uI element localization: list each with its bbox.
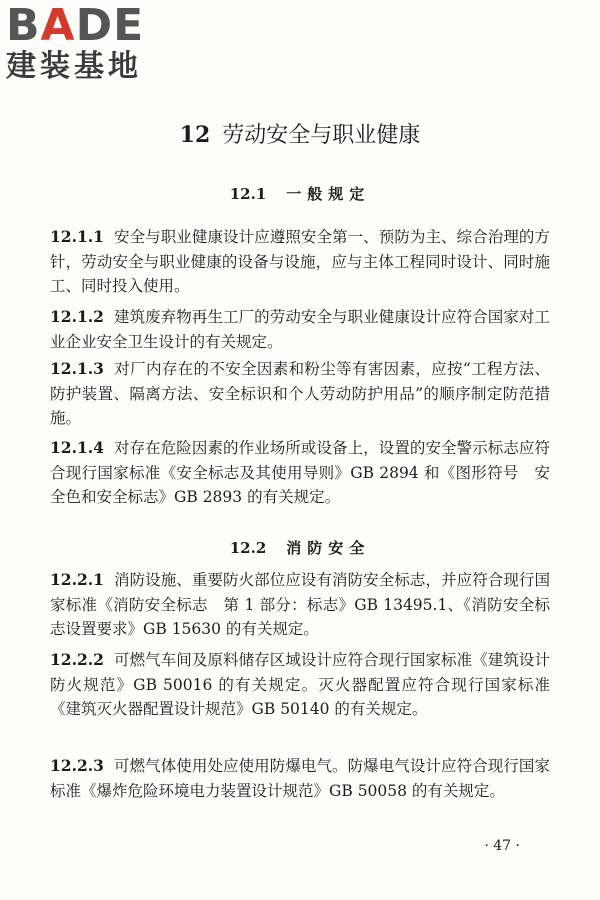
page-number: · 47 ·: [484, 838, 520, 854]
clause-number: 12.2.3: [50, 756, 104, 775]
chapter-number: 12: [179, 122, 211, 148]
clause-paragraph: [50, 436, 550, 510]
section-title: 一般规定: [286, 185, 371, 203]
clause-number: 12.1.4: [50, 438, 104, 457]
clause-paragraph: [50, 357, 550, 431]
clause-text: 可燃气体使用处应使用防爆电气。防爆电气设计应符合现行国家标准《爆炸危险环境电力装置设计规范》GB 50058 的有关规定。: [50, 757, 550, 800]
section-title: 消防安全: [286, 539, 371, 557]
logo-wordmark-text: BADE: [6, 0, 145, 51]
clause-number: 12.1.1: [50, 227, 104, 246]
clause-number: 12.2.2: [50, 650, 104, 669]
chapter-name: 劳动安全与职业健康: [222, 123, 421, 148]
section-heading: [0, 537, 600, 558]
logo-wordmark: [6, 0, 145, 51]
clause-text: 安全与职业健康设计应遵照安全第一、预防为主、综合治理的方针，劳动安全与职业健康的设备与设施，应与主体工程同时设计、同时施工、同时投入使用。: [50, 228, 550, 295]
clause-text: 对厂内存在的不安全因素和粉尘等有害因素，应按“工程方法、防护装置、隔离方法、安全标识和个人劳动防护用品”的顺序制定防范措施。: [50, 360, 550, 427]
clause-paragraph: [50, 568, 550, 642]
section-number: 12.1: [229, 185, 267, 203]
logo: [6, 0, 145, 84]
clause-text: 可燃气车间及原料储存区域设计应符合现行国家标准《建筑设计防火规范》GB 50016 的有关规定。灭火器配置应符合现行国家标准《建筑灭火器配置设计规范》GB 50140 的有关规定。: [50, 651, 550, 718]
clause-paragraph: [50, 305, 550, 354]
clause-paragraph: [50, 754, 550, 803]
clause-number: 12.2.1: [50, 570, 104, 589]
section-number: 12.2: [229, 539, 267, 557]
section-heading: [0, 183, 600, 204]
chapter-title: [0, 118, 600, 149]
clause-text: 建筑废弃物再生工厂的劳动安全与职业健康设计应符合国家对工业企业安全卫生设计的有关规定。: [50, 308, 550, 351]
logo-subtitle: 建装基地: [6, 49, 142, 84]
clause-paragraph: [50, 648, 550, 722]
clause-number: 12.1.3: [50, 359, 104, 378]
clause-text: 消防设施、重要防火部位应设有消防安全标志，并应符合现行国家标准《消防安全标志 第 1 部分：标志》GB 13495.1、《消防安全标志设置要求》GB 15630 的有关规定。: [50, 571, 550, 638]
clause-number: 12.1.2: [50, 307, 104, 326]
clause-paragraph: [50, 225, 550, 299]
clause-text: 对存在危险因素的作业场所或设备上，设置的安全警示标志应符合现行国家标准《安全标志及其使用导则》GB 2894 和《图形符号 安全色和安全标志》GB 2893 的有关规定。: [50, 439, 550, 506]
